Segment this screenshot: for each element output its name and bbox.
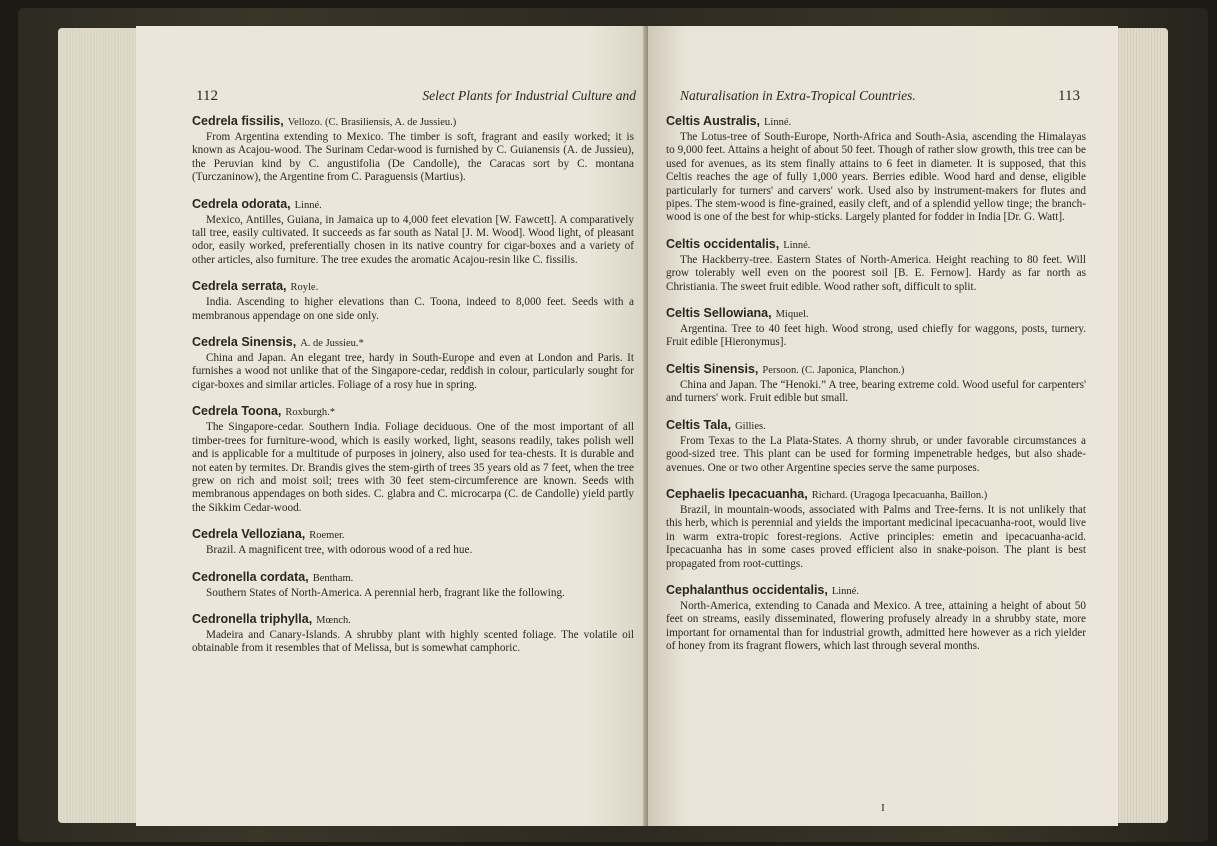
left-entries xyxy=(192,112,634,656)
entry xyxy=(666,485,1086,571)
right-entries xyxy=(666,112,1086,654)
right-running-head xyxy=(680,88,1080,105)
species-name: Cedronella cordata, xyxy=(192,569,309,584)
species-name: Cedrela serrata, xyxy=(192,279,287,294)
entry-heading xyxy=(666,360,1086,378)
page-stack-left xyxy=(58,28,144,823)
species-name: Celtis occidentalis, xyxy=(666,236,780,251)
species-description: North-America, extending to Canada and Mexico. A tree, attaining a height of about 50 feet on streams, easily disseminated, flowering profusely already in a shrubby state, more important for ornamental than for industrial growth, admitted here however as a rich yielder of honey from its fragrant flowers, which last through several months. xyxy=(666,599,1086,653)
species-description: China and Japan. The “Henoki.” A tree, bearing extreme cold. Wood useful for carpenters' and turners' work. Fruit edible but small. xyxy=(666,378,1086,405)
species-authority: Linné. xyxy=(294,199,322,211)
open-book xyxy=(58,20,1168,830)
entry xyxy=(666,304,1086,350)
species-authority: Richard. (Uragoga Ipecacuanha, Baillon.) xyxy=(811,489,988,501)
species-description: Mexico, Antilles, Guiana, in Jamaica up to 4,000 feet elevation [W. Fawcett]. A comparatively tall tree, easily cultivated. It succeeds as far south as Natal [J. M. Wood]. Wood light, of pleasant odor, easily worked, preferentially chosen in its native country for cigar-boxes and a variety of other articles, also furniture. The tree exudes the aromatic Acajou-resin like C. fissilis. xyxy=(192,213,634,266)
entry xyxy=(192,333,634,392)
left-page xyxy=(136,26,648,826)
species-authority: Persoon. (C. Japonica, Planchon.) xyxy=(762,364,905,376)
species-name: Celtis Sinensis, xyxy=(666,361,759,376)
species-description: From Argentina extending to Mexico. The timber is soft, fragrant and easily worked; it is known as Acajou-wood. The Surinam Cedar-wood is furnished by C. Guianensis (A. de Jussieu), the Peruvian kind by C. angustifolia (De Candolle), the Caracas sort by C. montana (Turczaninow), the Argentine from C. Paraguensis (Martius). xyxy=(192,131,634,184)
left-running-head xyxy=(196,88,636,105)
species-name: Cedrela Sinensis, xyxy=(192,335,297,350)
species-authority: Roxburgh.* xyxy=(285,407,336,419)
species-name: Celtis Australis, xyxy=(666,114,761,128)
species-description: Southern States of North-America. A perennial herb, fragrant like the following. xyxy=(206,586,565,599)
species-name: Celtis Tala, xyxy=(666,417,732,432)
species-name: Cephalanthus occidentalis, xyxy=(666,582,828,597)
species-description: Argentina. Tree to 40 feet high. Wood strong, used chiefly for waggons, posts, turnery. Fruit edible [Hieronymus]. xyxy=(666,323,1086,349)
species-description: India. Ascending to higher elevations than C. Toona, indeed to 8,000 feet. Seeds with a membranous appendage on one side only. xyxy=(192,296,634,322)
entry-heading xyxy=(192,112,634,130)
entry-heading xyxy=(192,402,634,420)
right-page-number: 113 xyxy=(1058,88,1080,104)
signature-mark: I xyxy=(881,802,885,814)
species-description: The Lotus-tree of South-Europe, North-Africa and South-Asia, ascending the Himalayas to 9,000 feet. Attains a height of about 50 feet. Though of rather slow growth, this tree can be used for avenues, as its stem finally attains to 6 feet in diameter. It is supposed, that this Celtis reaches the age of fully 1,000 years. Berries edible. Wood hard and dense, eligible particularly for turners' and carvers' work. Used also by instrument-makers for flutes and pipes. The stem-wood is fine-grained, easily cleft, and of a splendid yellow tinge; the branch-wood is one of the best for whip-sticks. Largely planted for fodder in India [Dr. G. Watt]. xyxy=(666,131,1086,224)
entry-heading xyxy=(192,568,634,586)
entry xyxy=(666,581,1086,654)
species-authority: Linné. xyxy=(764,117,792,128)
entry-heading xyxy=(192,525,634,543)
entry xyxy=(192,525,634,557)
species-name: Cedrela Velloziana, xyxy=(192,527,306,542)
species-authority: A. de Jussieu.* xyxy=(300,338,364,350)
entry xyxy=(666,112,1086,225)
entry xyxy=(192,277,634,323)
species-authority: Linné. xyxy=(783,239,811,251)
species-authority: Vellozo. (C. Brasiliensis, A. de Jussieu.) xyxy=(287,117,457,128)
species-authority: Mœnch. xyxy=(316,614,351,626)
species-description: China and Japan. An elegant tree, hardy in South-Europe and even at London and Paris. It furnishes a wood not unlike that of the Singapore-cedar, reddish in colour, particularly sought for cigar-boxes and similar articles. Foliage of a rosy hue in spring. xyxy=(192,352,634,391)
entry-heading xyxy=(666,304,1086,322)
entry-heading xyxy=(666,112,1086,130)
entry xyxy=(192,568,634,600)
species-description: From Texas to the La Plata-States. A thorny shrub, or under favorable circumstances a good-sized tree. This plant can be used for forming impenetrable hedges, but also shade-avenues. One or two other Argentine species serve the same purposes. xyxy=(666,434,1086,474)
left-header-title: Select Plants for Industrial Culture and xyxy=(422,88,636,103)
species-authority: Bentham. xyxy=(312,572,354,584)
entry-heading xyxy=(666,235,1086,253)
left-page-number: 112 xyxy=(196,88,218,104)
species-name: Cedrela fissilis, xyxy=(192,114,284,128)
species-authority: Gillies. xyxy=(735,420,766,432)
species-description: Madeira and Canary-Islands. A shrubby plant with highly scented foliage. The volatile oil obtainable from it resembles that of Melissa, but is somewhat camphoric. xyxy=(192,628,634,655)
entry xyxy=(192,610,634,656)
species-description: The Hackberry-tree. Eastern States of North-America. Height reaching to 80 feet. Will grow tolerably well even on the poorest soil [B. E. Fernow]. Hardy as far north as Christiania. The sweet fruit edible. Wood rather soft, difficult to split. xyxy=(666,253,1086,293)
entry-heading xyxy=(666,485,1086,503)
species-authority: Royle. xyxy=(290,282,319,294)
species-authority: Roemer. xyxy=(309,530,345,542)
species-authority: Miquel. xyxy=(775,309,809,321)
species-description: The Singapore-cedar. Southern India. Foliage deciduous. One of the most important of all timber-trees for furniture-wood, which is easily worked, light, seasons readily, takes polish well and is applicable for a multitude of purposes in joinery, also used for tea-chests. It is durable and not eaten by termites. Dr. Brandis gives the stem-girth of trees 35 years old as 7 feet, when the tree grew on rich and moist soil; trees with 30 feet stem-circumference are known. Seeds with membranous appendages on both sides. C. glabra and C. microcarpa (C. de Candolle) yield partly the Sikkim Cedar-wood. xyxy=(192,421,634,514)
entry xyxy=(666,360,1086,406)
entry-heading xyxy=(666,416,1086,434)
entry-heading xyxy=(666,581,1086,599)
entry xyxy=(666,416,1086,475)
entry-heading xyxy=(192,333,634,351)
species-description: Brazil, in mountain-woods, associated with Palms and Tree-ferns. It is not unlikely that this herb, which is perennial and yields the important medicinal ipecacuanha-root, would live in warm extra-tropic forest-regions. Active principles: emetin and ipecacuanha-acid. Ipecacuanha has in some cases proved efficient also in snake-poison. The plant is best propagated from root-cuttings. xyxy=(666,503,1086,570)
species-name: Cedrela Toona, xyxy=(192,404,282,419)
entry xyxy=(192,402,634,515)
entry xyxy=(192,195,634,268)
species-name: Cedronella triphylla, xyxy=(192,611,313,626)
species-name: Cedrela odorata, xyxy=(192,196,291,211)
right-page xyxy=(648,26,1118,826)
species-authority: Linné. xyxy=(831,585,859,597)
right-header-title: Naturalisation in Extra-Tropical Countries. xyxy=(680,88,916,103)
entry xyxy=(192,112,634,185)
entry xyxy=(666,235,1086,294)
species-description: Brazil. A magnificent tree, with odorous wood of a red hue. xyxy=(206,544,473,557)
entry-heading xyxy=(192,610,634,628)
species-name: Cephaelis Ipecacuanha, xyxy=(666,486,808,501)
entry-heading xyxy=(192,277,634,295)
species-name: Celtis Sellowiana, xyxy=(666,306,772,321)
entry-heading xyxy=(192,195,634,213)
